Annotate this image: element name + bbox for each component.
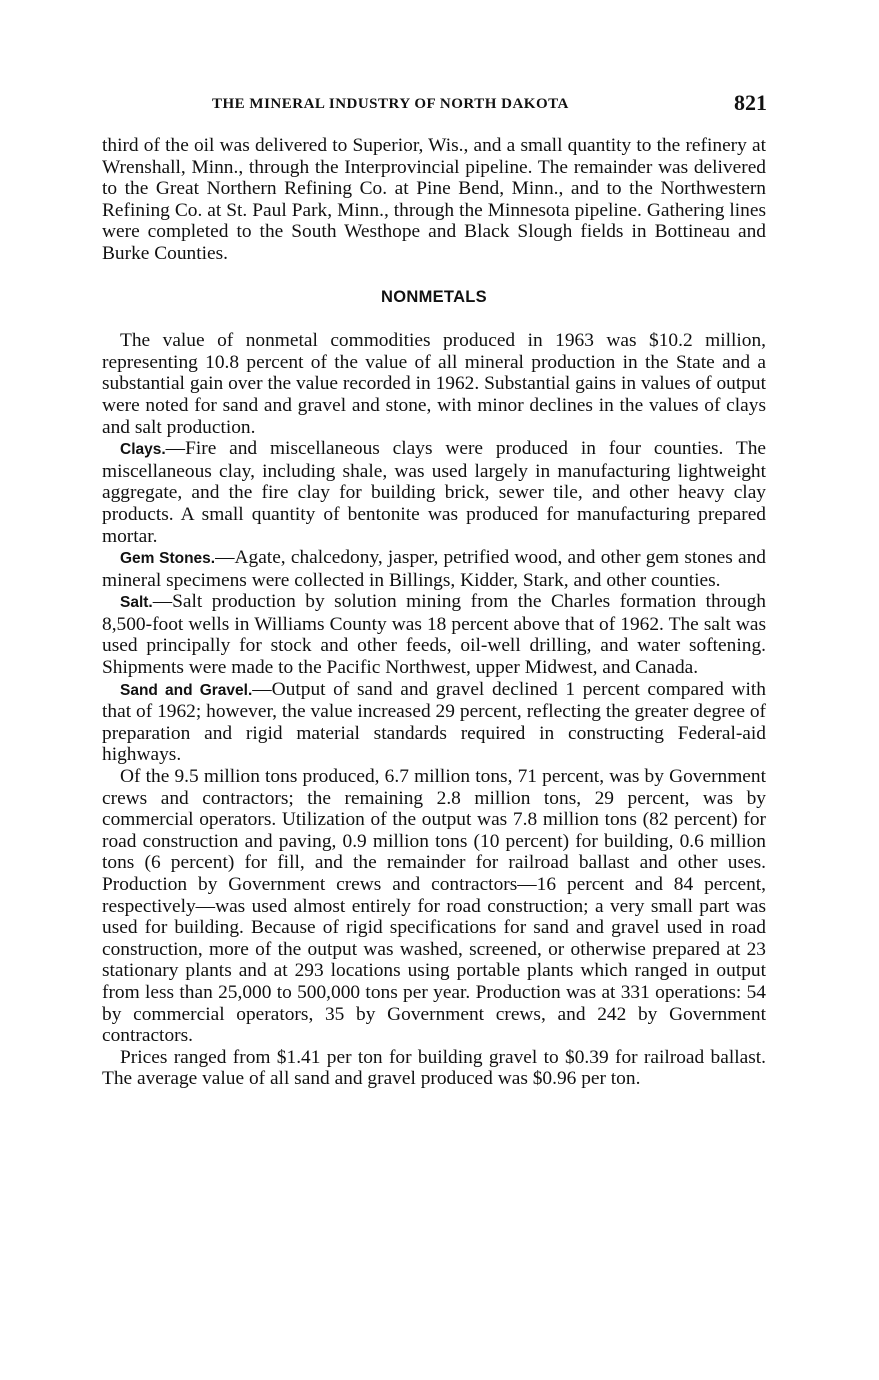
sand-gravel-paragraph [102,679,766,766]
continued-paragraph: third of the oil was delivered to Superior, Wis., and a small quantity to the refinery at Wrenshall, Minn., through the Interprovincial pipeline. The remainder was delivered to the Great Northern Refining Co. at Pine Bend, Minn., and to the Northwestern Refining Co. at St. Paul Park, Minn., through the Minnesota pipeline. Gathering lines were completed to the South Westhope and Black Slough fields in Bottineau and Burke Counties. [102,135,766,264]
clays-paragraph [102,438,766,547]
salt-paragraph [102,591,766,678]
section-heading: NONMETALS [381,287,487,306]
salt-run-in-heading: Salt. [120,594,153,612]
clays-run-in-heading: Clays. [120,441,166,459]
gem-stones-text: —Agate, chalcedony, jasper, petrified wood, and other gem stones and mineral specimens were collected in Billings, Kidder, Stark, and other counties. [102,547,767,591]
sand-gravel-run-in-heading: Sand and Gravel. [120,681,253,699]
salt-text: —Salt production by solution mining from the Charles formation through 8,500-foot wells in Williams County was 18 percent above that of 1962. The salt was used principally for stock and other feeds, oil-well drilling, and water softening. Shipments were made to the Pacific Northwest, upper Midwest, and Canada. [102,591,766,679]
sand-gravel-output-paragraph: Of the 9.5 million tons produced, 6.7 million tons, 71 percent, was by Government crews and contractors; the remaining 2.8 million tons, 29 percent, was by commercial operators. Utilization of the output was 7.8 million tons (82 percent) for road construction and paving, 0.9 million tons (10 percent) for building, 0.6 million tons (6 percent) for fill, and the remainder for railroad ballast and other uses. Production by Government crews and contractors—16 percent and 84 percent, respectively—was used almost entirely for road construction; a very small part was used for building. Because of rigid specifications for sand and gravel used in road construction, more of the output was washed, screened, or otherwise prepared at 23 stationary plants and at 293 locations using portable plants which ranged in output from less than 25,000 to 500,000 tons per year. Production was at 331 operations: 54 by commercial operators, 35 by Government crews, and 242 by Government contractors. [102,766,766,1047]
sand-gravel-prices-paragraph: Prices ranged from $1.41 per ton for building gravel to $0.39 for railroad ballast. The average value of all sand and gravel produced was $0.96 per ton. [102,1046,766,1090]
gem-stones-run-in-heading: Gem Stones. [120,550,216,568]
sand-gravel-text: —Output of sand and gravel declined 1 percent compared with that of 1962; however, the value increased 29 percent, reflecting the greater degree of preparation and rigid material standards required in constructing Federal-aid highways. [102,678,766,766]
body-text [102,135,766,1090]
running-header [212,90,767,115]
nonmetals-intro-paragraph: The value of nonmetal commodities produced in 1963 was $10.2 million, representing 10.8 percent of the value of all mineral production in the State and a substantial gain over the value recorded in 1962. Substantial gains in values of output were noted for sand and gravel and stone, with minor declines in the values of clays and salt production. [102,330,766,438]
gem-stones-paragraph [102,547,766,591]
page-number: 821 [734,90,767,115]
running-title: THE MINERAL INDUSTRY OF NORTH DAKOTA [212,96,569,112]
clays-text: —Fire and miscellaneous clays were produced in four counties. The miscellaneous clay, including shale, was used largely in manufacturing lightweight aggregate, and the fire clay for building brick, sewer tile, and other heavy clay products. A small quantity of bentonite was produced for manufacturing prepared mortar. [102,438,766,547]
